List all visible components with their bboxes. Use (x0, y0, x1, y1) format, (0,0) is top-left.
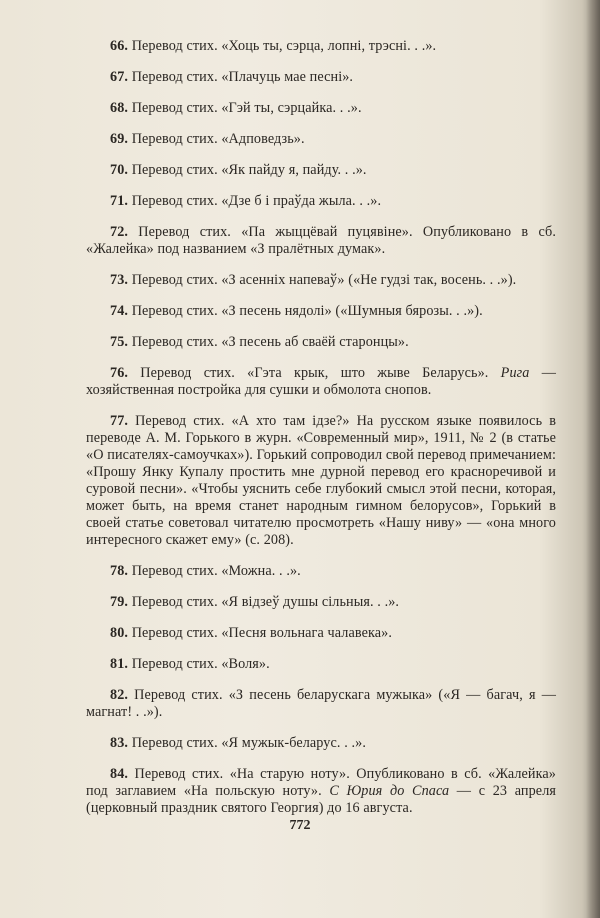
note-67: 67. Перевод стих. «Плачуць мае песні». (110, 69, 354, 85)
note-80: 80. Перевод стих. «Песня вольнага чалавека». (110, 625, 392, 641)
note-75: 75. Перевод стих. «З песень аб сваёй старонцы». (110, 334, 409, 350)
note-74: 74. Перевод стих. «З песень нядолі» («Шумныя бярозы. . .»). (110, 303, 483, 319)
note-70: 70. Перевод стих. «Як пайду я, пайду. . .». (110, 162, 367, 178)
note-77: 77. Перевод стих. «А хто там ідзе?» На русском языке появилось в переводе А. М. Горького в журн. «Современный мир», 1911, № 2 (в статье «О писателях-самоучках»). Горький сопроводил свой перевод примечанием: «Прошу Янку Купалу простить мне дурной перевод его красноречивой и суровой песни». «Чтобы уяснить себе глубокий смысл этой песни, которая, может быть, на время станет народным гимном белорусов», Горький в своей статье советовал читателю просмотреть «Нашу ниву» — «она много интересного скажет ему» (с. 208). (86, 413, 556, 548)
notes-list (86, 38, 556, 825)
page-edge-shadow (586, 0, 600, 918)
note-72: 72. Перевод стих. «Па жыццёвай пуцявіне». Опубликовано в сб. «Жалейка» под названием «З пралётных думак». (86, 224, 556, 257)
note-66: 66. Перевод стих. «Хоць ты, сэрца, лопні, трэсні. . .». (110, 38, 437, 54)
note-84: 84. Перевод стих. «На старую ноту». Опубликовано в сб. «Жалейка» под заглавием «На польскую ноту». С Юрия до Спаса — с 23 апреля (церковный праздник святого Георгия) до 16 августа. (86, 766, 556, 816)
note-68: 68. Перевод стих. «Гэй ты, сэрцайка. . .». (110, 100, 362, 116)
note-82: 82. Перевод стих. «З песень беларускага мужыка» («Я — багач, я — магнат! . .»). (86, 687, 556, 720)
note-71: 71. Перевод стих. «Дзе б і праўда жыла. . .». (110, 193, 382, 209)
note-76: 76. Перевод стих. «Гэта крык, што жыве Беларусь». Рига — хозяйственная постройка для сушки и обмолота снопов. (86, 365, 557, 398)
note-79: 79. Перевод стих. «Я відзеў душы сільныя. . .». (110, 594, 400, 610)
note-81: 81. Перевод стих. «Воля». (110, 656, 270, 672)
note-69: 69. Перевод стих. «Адповедзь». (110, 131, 305, 147)
note-78: 78. Перевод стих. «Можна. . .». (110, 563, 301, 579)
note-73: 73. Перевод стих. «З асенніх напеваў» («Не гудзі так, восень. . .»). (110, 272, 517, 288)
page-number: 772 (289, 818, 311, 833)
note-83: 83. Перевод стих. «Я мужык-беларус. . .». (110, 735, 366, 751)
